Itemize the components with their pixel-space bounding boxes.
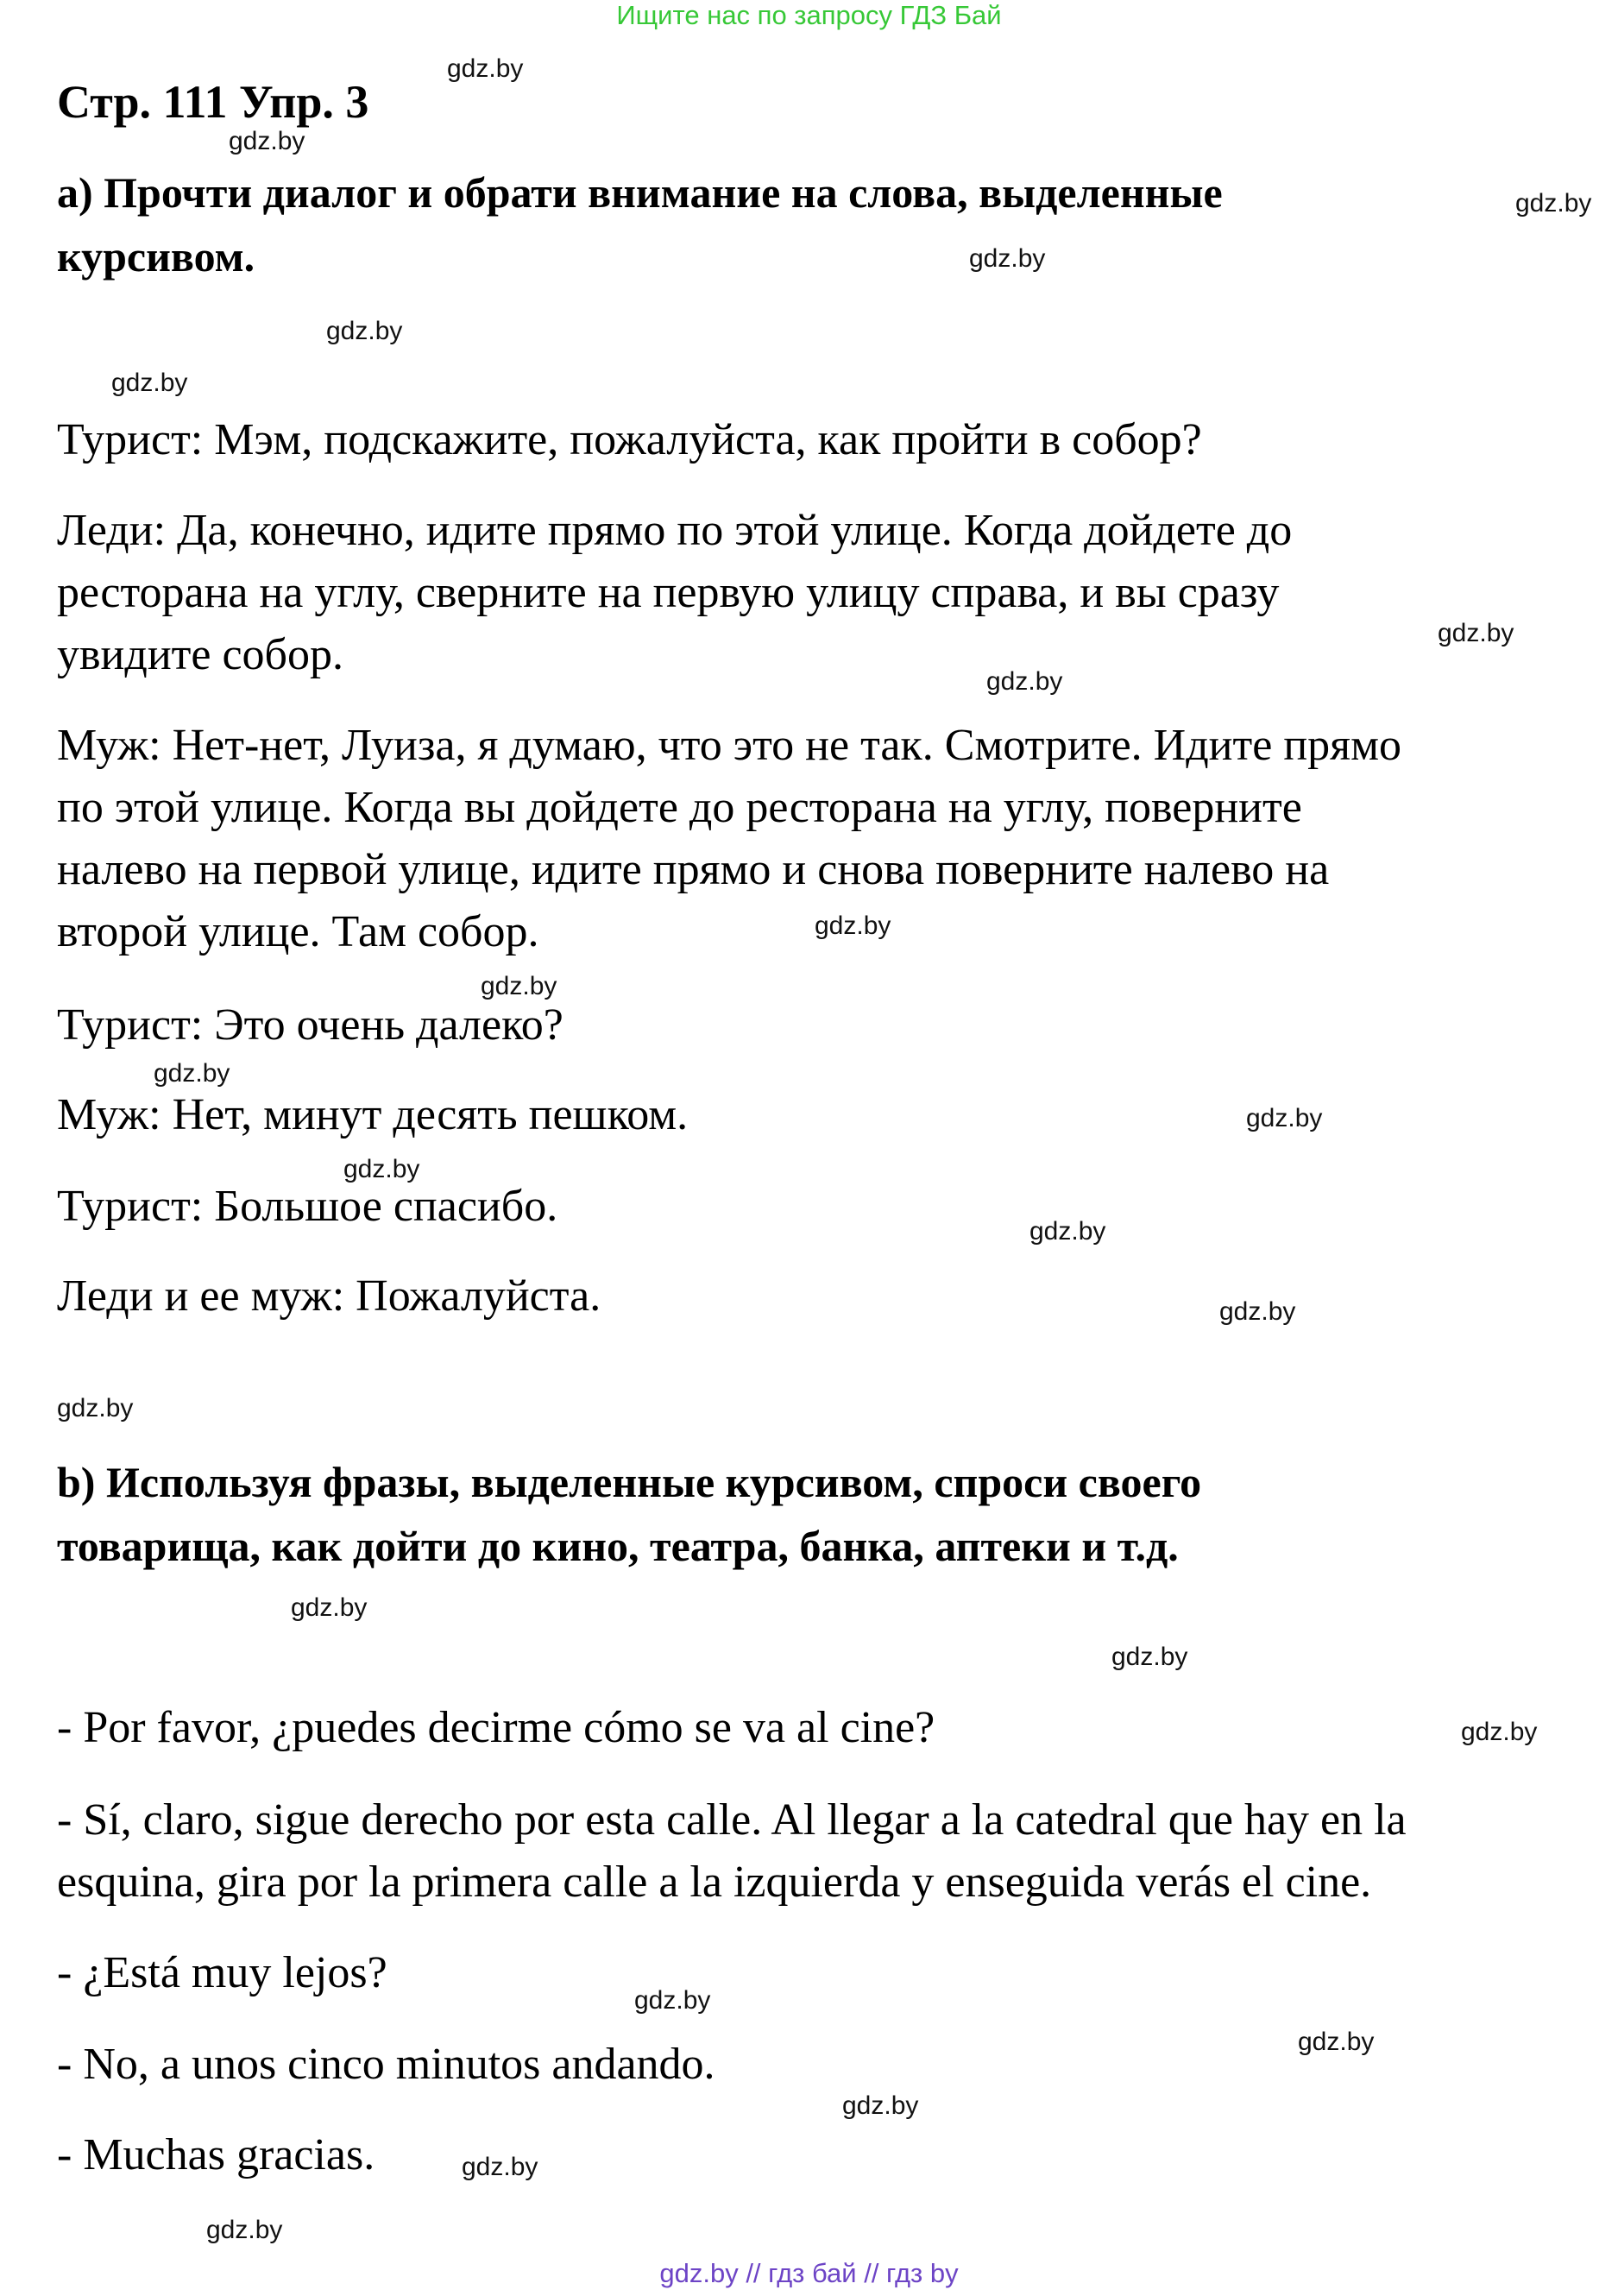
- watermark: gdz.by: [343, 1155, 420, 1183]
- dialog-ru-text: налево на первой улице, идите прямо и снова поверните налево на: [57, 845, 1330, 894]
- watermark: gdz.by: [57, 1394, 134, 1422]
- dialog-es-line: [57, 1942, 1593, 2004]
- task-a-heading: [57, 161, 1507, 288]
- watermark: gdz.by: [1029, 1217, 1106, 1246]
- watermark: gdz.by: [462, 2153, 538, 2181]
- task-b-heading: [57, 1450, 1507, 1578]
- top-banner[interactable]: Ищите нас по запросу ГДЗ Бай: [616, 0, 1002, 30]
- page-title: Стр. 111 Упр. 3: [57, 76, 369, 128]
- watermark: gdz.by: [1246, 1104, 1323, 1132]
- task-a-line: a) Прочти диалог и обрати внимание на слова, выделенные: [57, 168, 1223, 217]
- watermark: gdz.by: [1515, 189, 1592, 218]
- dialog-es-line: [57, 1789, 1593, 1914]
- dialog-es-line: [57, 2124, 1593, 2186]
- task-b-line: товарища, как дойти до кино, театра, банка, аптеки и т.д.: [57, 1522, 1179, 1570]
- dialog-es-text: - ¿Está muy lejos?: [57, 1948, 387, 1997]
- watermark: gdz.by: [481, 972, 557, 1000]
- watermark: gdz.by: [842, 2091, 919, 2120]
- watermark: gdz.by: [634, 1986, 711, 2015]
- watermark: gdz.by: [1461, 1718, 1538, 1746]
- dialog-ru-text: Леди: Да, конечно, идите прямо по этой улице. Когда дойдете до: [57, 506, 1293, 555]
- dialog-es-text: - Sí, claro, sigue derecho por esta calle. Al llegar a la catedral que hay en la: [57, 1795, 1407, 1845]
- watermark: gdz.by: [1111, 1643, 1188, 1671]
- dialog-es-text: - Por favor, ¿puedes decirme cómo se va al cine?: [57, 1703, 935, 1752]
- dialog-ru-text: Турист: Большое спасибо.: [57, 1182, 558, 1231]
- watermark: gdz.by: [326, 317, 403, 345]
- dialog-es-text: - No, a unos cinco minutos andando.: [57, 2040, 715, 2089]
- task-b-line: b) Используя фразы, выделенные курсивом, спроси своего: [57, 1458, 1202, 1506]
- watermark: gdz.by: [229, 127, 305, 155]
- watermark: gdz.by: [447, 54, 524, 83]
- watermark: gdz.by: [291, 1593, 368, 1622]
- dialog-ru-text: Турист: Мэм, подскажите, пожалуйста, как пройти в собор?: [57, 415, 1202, 464]
- dialog-ru-text: ресторана на углу, сверните на первую улицу справа, и вы сразу: [57, 568, 1280, 617]
- watermark: gdz.by: [969, 244, 1046, 273]
- watermark: gdz.by: [154, 1059, 230, 1088]
- watermark: gdz.by: [206, 2216, 283, 2244]
- dialog-ru-line: [57, 994, 1593, 1057]
- dialog-ru-line: [57, 500, 1593, 686]
- watermark: gdz.by: [1219, 1297, 1296, 1326]
- watermark: gdz.by: [111, 369, 188, 397]
- watermark: gdz.by: [1438, 619, 1514, 647]
- watermark: gdz.by: [815, 911, 891, 940]
- watermark: gdz.by: [1298, 2028, 1375, 2056]
- dialog-ru-line: [57, 409, 1593, 471]
- dialog-es-text: esquina, gira por la primera calle a la izquierda y enseguida verás el cine.: [57, 1858, 1372, 1907]
- bottom-banner[interactable]: gdz.by // гдз бай // гдз by: [659, 2258, 959, 2288]
- dialog-ru-text: Муж: Нет, минут десять пешком.: [57, 1090, 689, 1139]
- dialog-ru-line: [57, 1176, 1593, 1238]
- dialog-ru-line: [57, 1265, 1593, 1328]
- dialog-ru-text: второй улице. Там собор.: [57, 907, 539, 956]
- dialog-ru-text: Леди и ее муж: Пожалуйста.: [57, 1271, 601, 1321]
- watermark: gdz.by: [986, 667, 1063, 696]
- dialog-ru-text: Муж: Нет-нет, Луиза, я думаю, что это не так. Смотрите. Идите прямо: [57, 721, 1401, 770]
- dialog-ru-line: [57, 1084, 1593, 1146]
- dialog-es-line: [57, 1697, 1593, 1759]
- dialog-ru-text: по этой улице. Когда вы дойдете до ресторана на углу, поверните: [57, 783, 1302, 832]
- dialog-es-text: - Muchas gracias.: [57, 2130, 375, 2179]
- task-a-line: курсивом.: [57, 232, 255, 281]
- dialog-ru-text: Турист: Это очень далеко?: [57, 1000, 563, 1050]
- dialog-ru-text: увидите собор.: [57, 630, 344, 679]
